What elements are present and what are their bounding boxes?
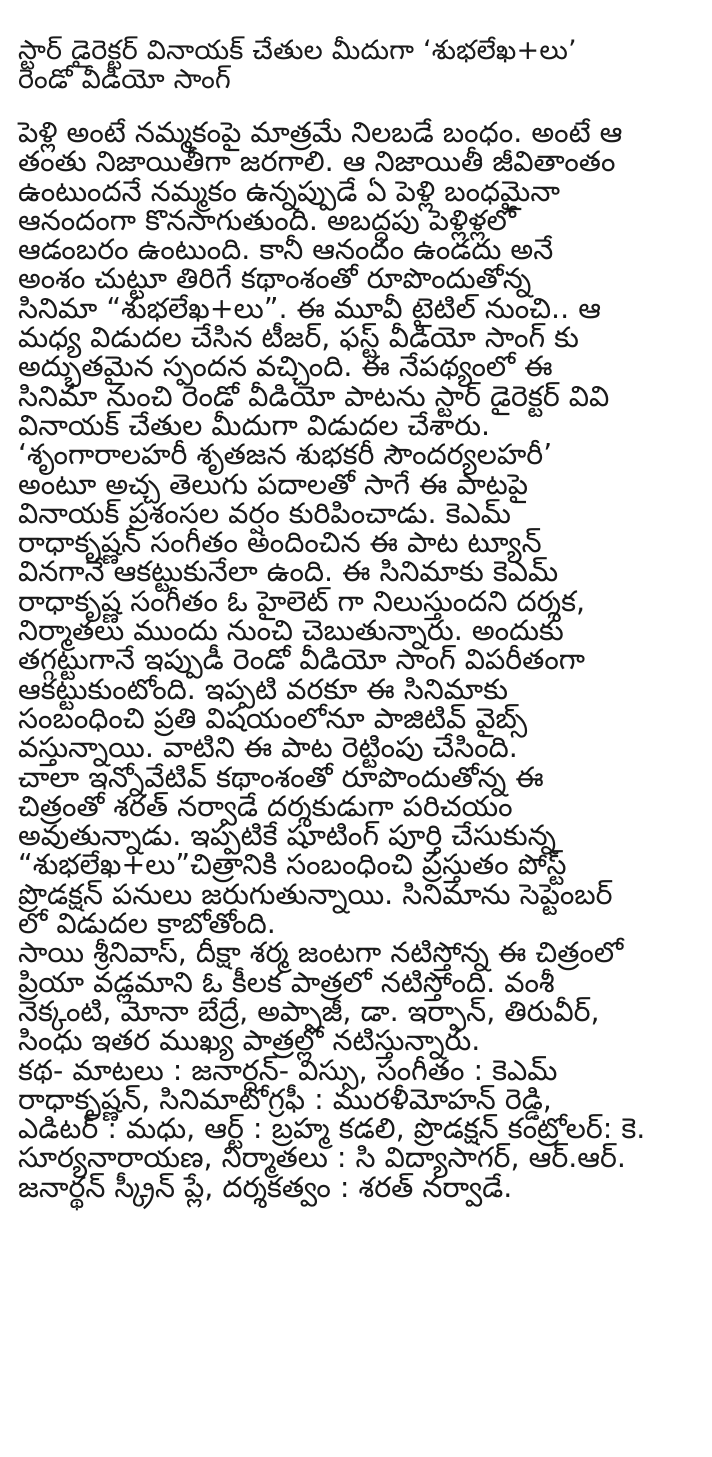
headline-line: స్టార్ డైరెక్టర్ వినాయక్ చేతుల మీదుగా ‘శుభలేఖ+లు’ (18, 35, 577, 66)
article-text-line: ‘శృంగారాలహరీ శృతజన శుభకరీ సౌందర్యలహరీ’ (18, 438, 553, 472)
article-text-line: చాలా ఇన్నోవేటివ్ కథాంశంతో రూపొందుతోన్న ఈ (18, 760, 544, 794)
article-text-line: ప్రియా వడ్లమాని ఓ కీలక పాత్రలో నటిస్తోంది. వంశీ (18, 965, 555, 999)
article-text-line: జనార్థన్ స్క్రీన్ ప్లే, దర్శకత్వం : శరత్ నర్వాడే. (18, 1170, 513, 1204)
article-text-line: సింధు ఇతర ముఖ్య పాత్రల్లో నటిస్తున్నారు. (18, 1024, 481, 1058)
article-text-line: మధ్య విడుదల చేసిన టీజర్, ఫస్ట్ వీడియో సాంగ్ కు (18, 321, 579, 355)
article-text-line: తగ్గట్టుగానే ఇప్పుడీ రెండో వీడియో సాంగ్ విపరీతంగా (18, 643, 586, 677)
article-text-line: నిర్మాతలు ముందు నుంచి చెబుతున్నారు. అందుకు (18, 614, 564, 648)
article-text-line: తంతు నిజాయితీగా జరగాలి. ఆ నిజాయితీ జీవితాంతం (18, 145, 616, 179)
article-text-line: ఆనందంగా కొనసాగుతుంది. అబద్ధపు పెళ్లిళ్లలో (18, 203, 516, 237)
article-text-line: పెళ్లి అంటే నమ్మకంపై మాత్రమే నిలబడే బంధం. అంటే ఆ (18, 116, 623, 149)
article-text-line: సంబంధించి ప్రతి విషయంలోనూ పాజిటివ్ వైబ్స్ (18, 701, 528, 735)
headline-line: రెండో వీడియో సాంగ్ (18, 64, 231, 95)
article-text-line: అంటూ అచ్చ తెలుగు పదాలతో సాగే ఈ పాటపై (18, 467, 529, 501)
article-text-line: రాధాకృష్ణన్, సినిమాటోగ్రఫీ : మురళీమోహన్ రెడ్డి, (18, 1082, 552, 1116)
article-text-line: ఆకట్టుకుంటోంది. ఇప్పటి వరకూ ఈ సినిమాకు (18, 672, 508, 706)
article-body (18, 118, 698, 1202)
article-text-line: వినాయక్ ప్రశంసల వర్షం కురిపించాడు. కెఎమ్ (18, 496, 511, 530)
article-text-line: సాయి శ్రీనివాస్, దీక్షా శర్మ జంటగా నటిస్తోన్న ఈ చిత్రంలో (18, 936, 624, 970)
article-text-line: వినగానే ఆకట్టుకునేలా ఉంది. ఈ సినిమాకు కెఎమ్ (18, 555, 559, 589)
article-text-line: సినిమా నుంచి రెండో వీడియో పాటను స్టార్ డైరెక్టర్ వివి (18, 379, 610, 413)
article-text-line: “శుభలేఖ+లు”చిత్రానికి సంబంధించి ప్రస్తుతం పోస్ట్ (18, 848, 567, 882)
article-text-line: ప్రొడక్షన్ పనులు జరుగుతున్నాయి. సినిమాను సెప్టెంబర్ (18, 877, 613, 911)
article-headline (18, 36, 698, 94)
article-text-line: అవుతున్నాడు. ఇప్పటికే షూటింగ్ పూర్తి చేసుకున్న (18, 819, 557, 853)
article-text-line: నెక్కంటి, మోనా బేద్రే, అప్పాజీ, డా. ఇర్ఫాన్, తిరువీర్, (18, 994, 600, 1028)
article-text-line: అద్భుతమైన స్పందన వచ్చింది. ఈ నేపథ్యంలో ఈ (18, 350, 553, 384)
article-text-line: ఆడంబరం ఉంటుంది. కానీ ఆనందం ఉండదు అనే (18, 233, 554, 267)
article-text-line: సినిమా “శుభలేఖ+లు”. ఈ మూవీ టైటిల్ నుంచి.. ఆ (18, 291, 601, 325)
article-text-line: వినాయక్ చేతుల మీదుగా విడుదల చేశారు. (18, 408, 491, 442)
article-text-line: ఎడిటర్ : మధు, ఆర్ట్ : బ్రహ్మ కడలి, ప్రొడక్షన్ కంట్రోలర్: కె. (18, 1112, 646, 1146)
article-text-line: సూర్యనారాయణ, నిర్మాతలు : సి విద్యాసాగర్, ఆర్.ఆర్. (18, 1141, 626, 1175)
article-text-line: ఉంటుందనే నమ్మకం ఉన్నప్పుడే ఏ పెళ్లి బంధమైనా (18, 174, 560, 208)
article-text-line: రాధాకృష్ణ సంగీతం ఓ హైలెట్ గా నిలుస్తుందని దర్శక, (18, 584, 586, 618)
article-text-line: రాధాకృష్ణన్ సంగీతం అందించిన ఈ పాట ట్యూన్ (18, 526, 542, 560)
article-text-line: కథ- మాటలు : జనార్ధన్- విస్సు, సంగీతం : కెఎమ్ (18, 1053, 558, 1087)
article-text-line: వస్తున్నాయి. వాటిని ఈ పాట రెట్టింపు చేసింది. (18, 731, 518, 765)
article-text-line: అంశం చుట్టూ తిరిగే కథాంశంతో రూపొందుతోన్న (18, 262, 532, 296)
article-text-line: చిత్రంతో శరత్ నర్వాడే దర్శకుడుగా పరిచయం (18, 789, 513, 823)
article-text-line: లో విడుదల కాబోతోంది. (18, 907, 276, 941)
